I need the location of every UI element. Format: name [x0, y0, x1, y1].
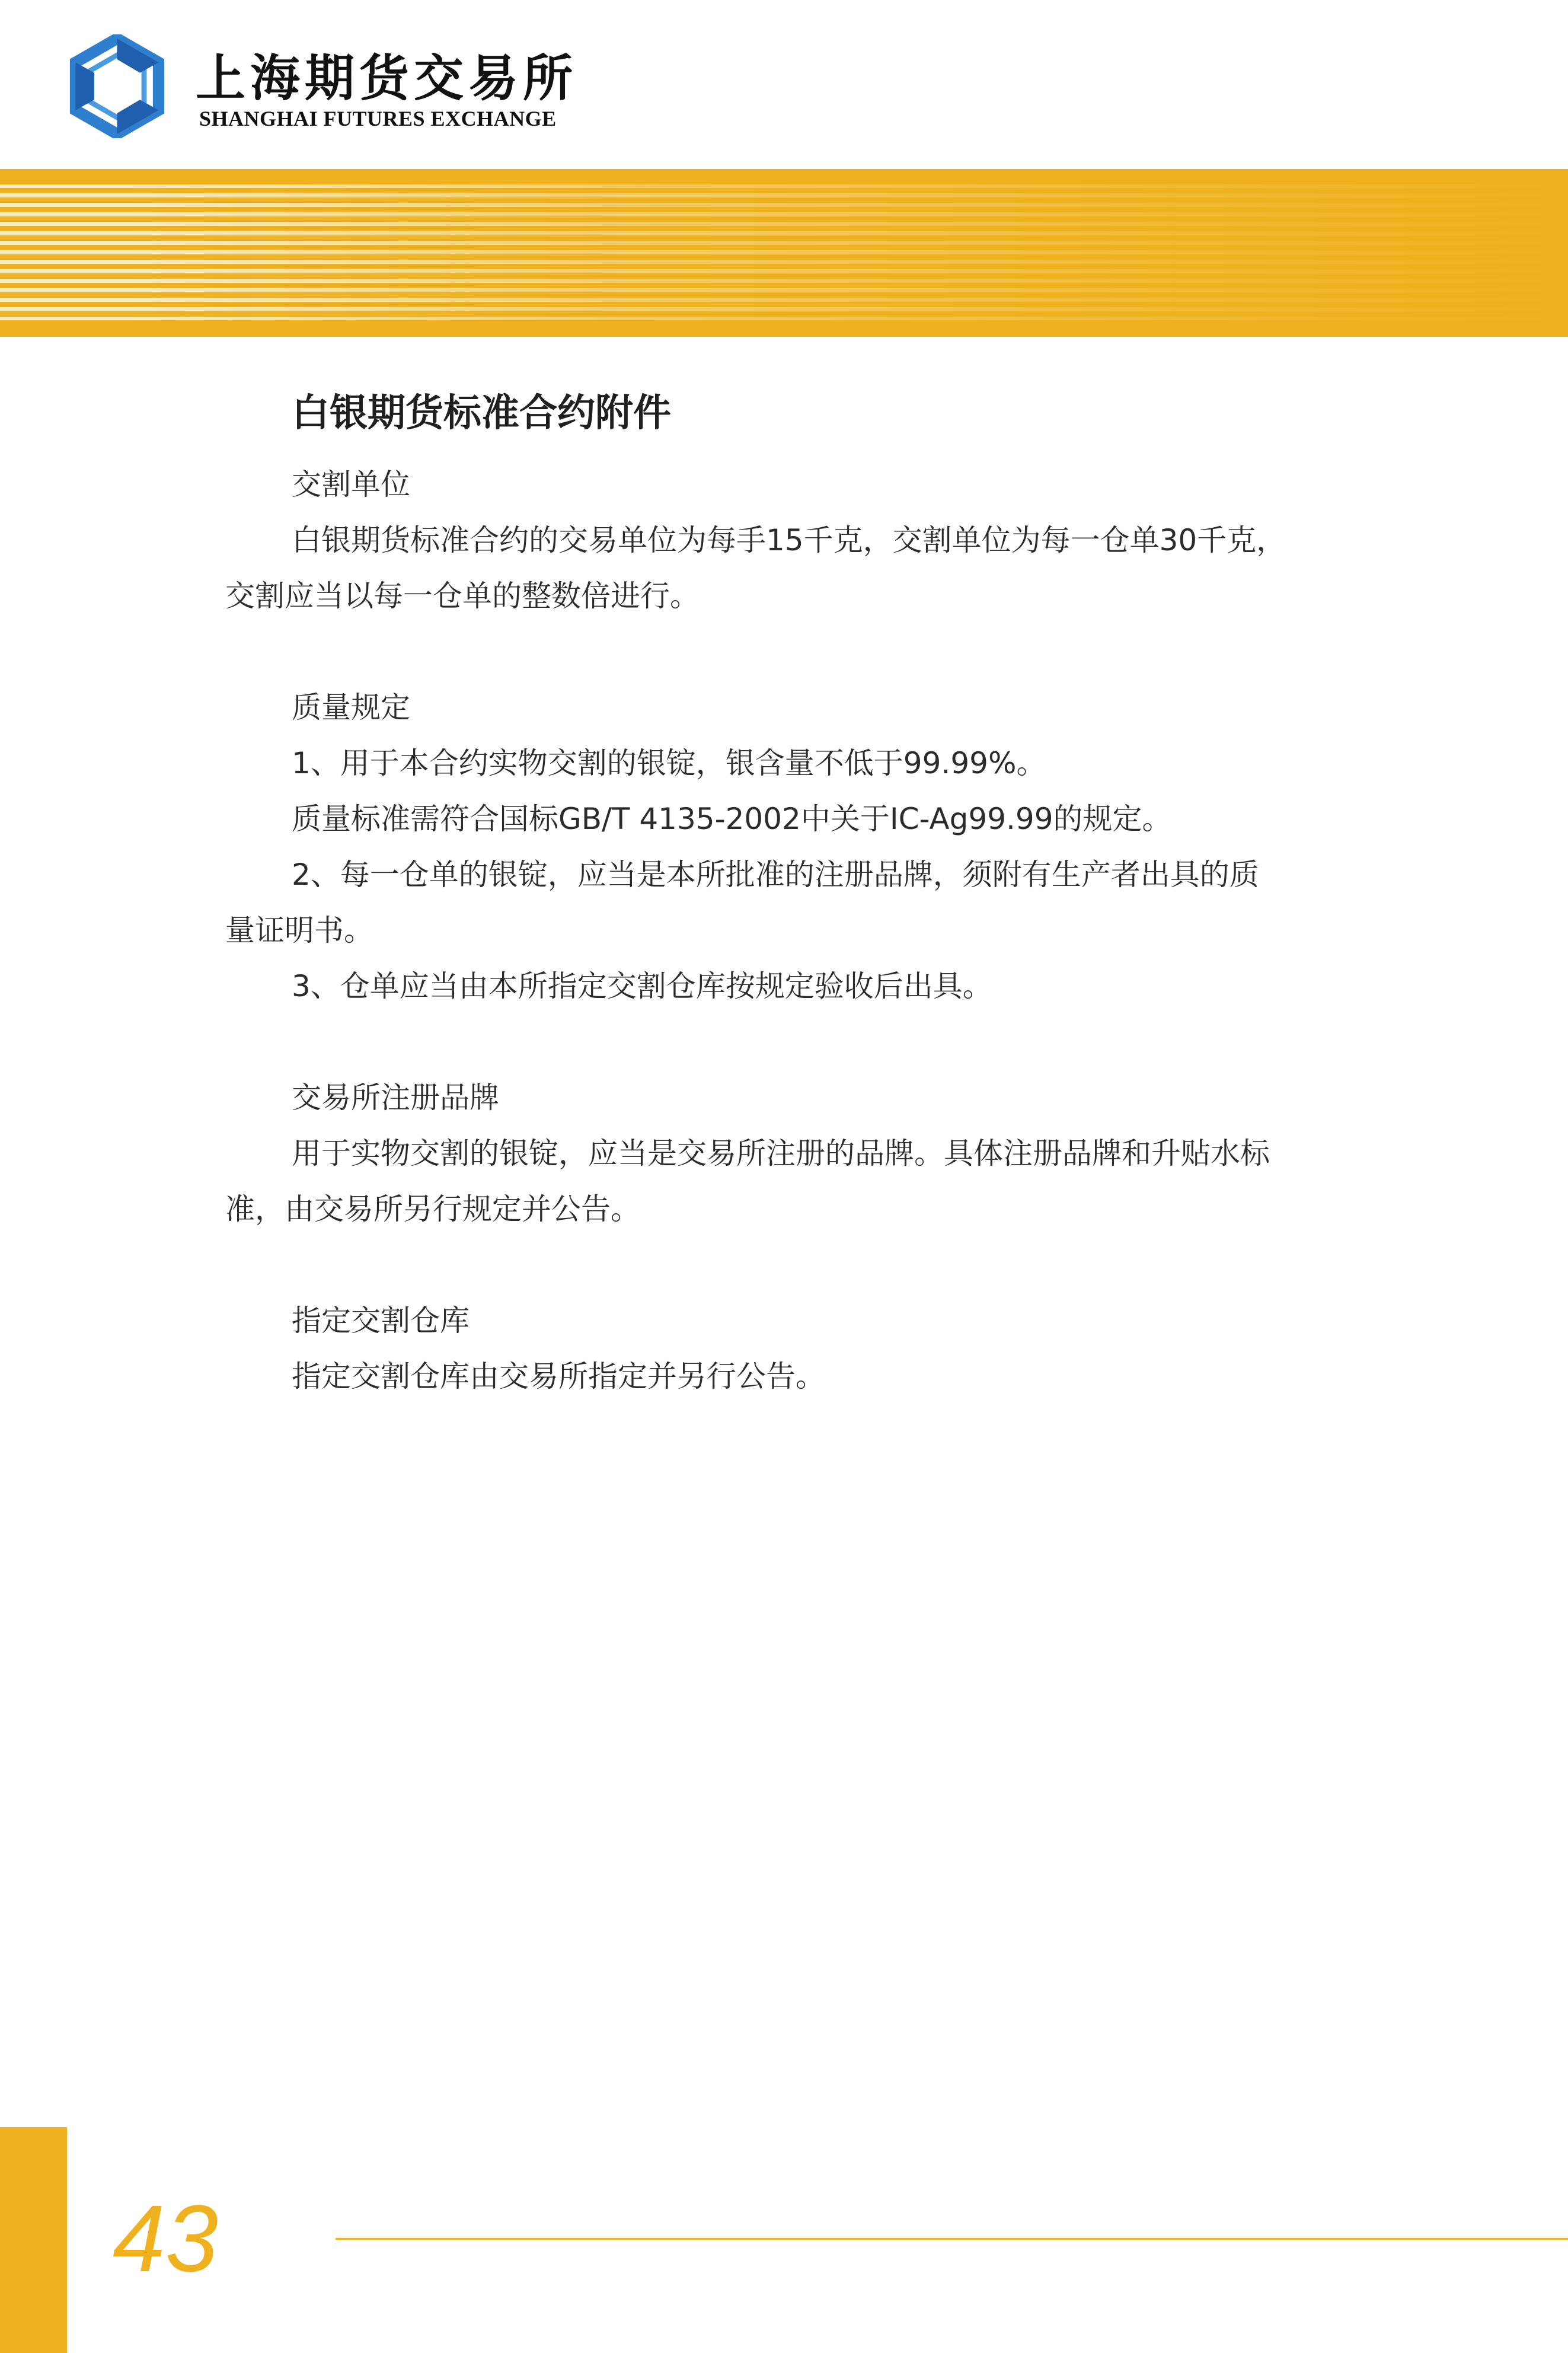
section-heading-warehouses: 指定交割仓库	[292, 1303, 470, 1338]
header-band-bottom-edge	[0, 320, 1568, 337]
paragraph-line: 准，由交易所另行规定并公告。	[225, 1192, 640, 1226]
paragraph-line: 白银期货标准合约的交易单位为每手15千克，交割单位为每一仓单30千克，	[292, 523, 1286, 557]
page-number: 43	[113, 2185, 218, 2291]
section-heading-registered-brands: 交易所注册品牌	[292, 1080, 499, 1115]
paragraph-line: 3、仓单应当由本所指定交割仓库按规定验收后出具。	[292, 969, 992, 1003]
brand-name-chinese: 上海期货交易所	[196, 49, 578, 107]
page-number-side-bar	[0, 2127, 67, 2353]
paragraph-line: 1、用于本合约实物交割的银锭，银含量不低于99.99%。	[292, 746, 1046, 780]
header-stripe-band	[0, 169, 1568, 337]
footer-rule	[336, 2238, 1568, 2240]
paragraph-line: 指定交割仓库由交易所指定并另行公告。	[292, 1359, 825, 1394]
paragraph-line: 2、每一仓单的银锭，应当是本所批准的注册品牌，须附有生产者出具的质	[292, 857, 1259, 892]
document-title: 白银期货标准合约附件	[292, 391, 671, 435]
brand-name-english: SHANGHAI FUTURES EXCHANGE	[199, 107, 557, 130]
header-band-top-edge	[0, 169, 1568, 184]
paragraph-line: 量证明书。	[225, 913, 373, 948]
section-heading-delivery-unit: 交割单位	[292, 467, 410, 502]
paragraph-line: 交割应当以每一仓单的整数倍进行。	[225, 579, 700, 613]
sfe-hexagon-logo-icon	[65, 34, 169, 138]
section-heading-quality: 质量规定	[292, 690, 410, 725]
paragraph-line: 用于实物交割的银锭，应当是交易所注册的品牌。具体注册品牌和升贴水标	[292, 1136, 1270, 1171]
paragraph-line: 质量标准需符合国标GB/T 4135-2002中关于IC-Ag99.99的规定。	[292, 802, 1172, 836]
